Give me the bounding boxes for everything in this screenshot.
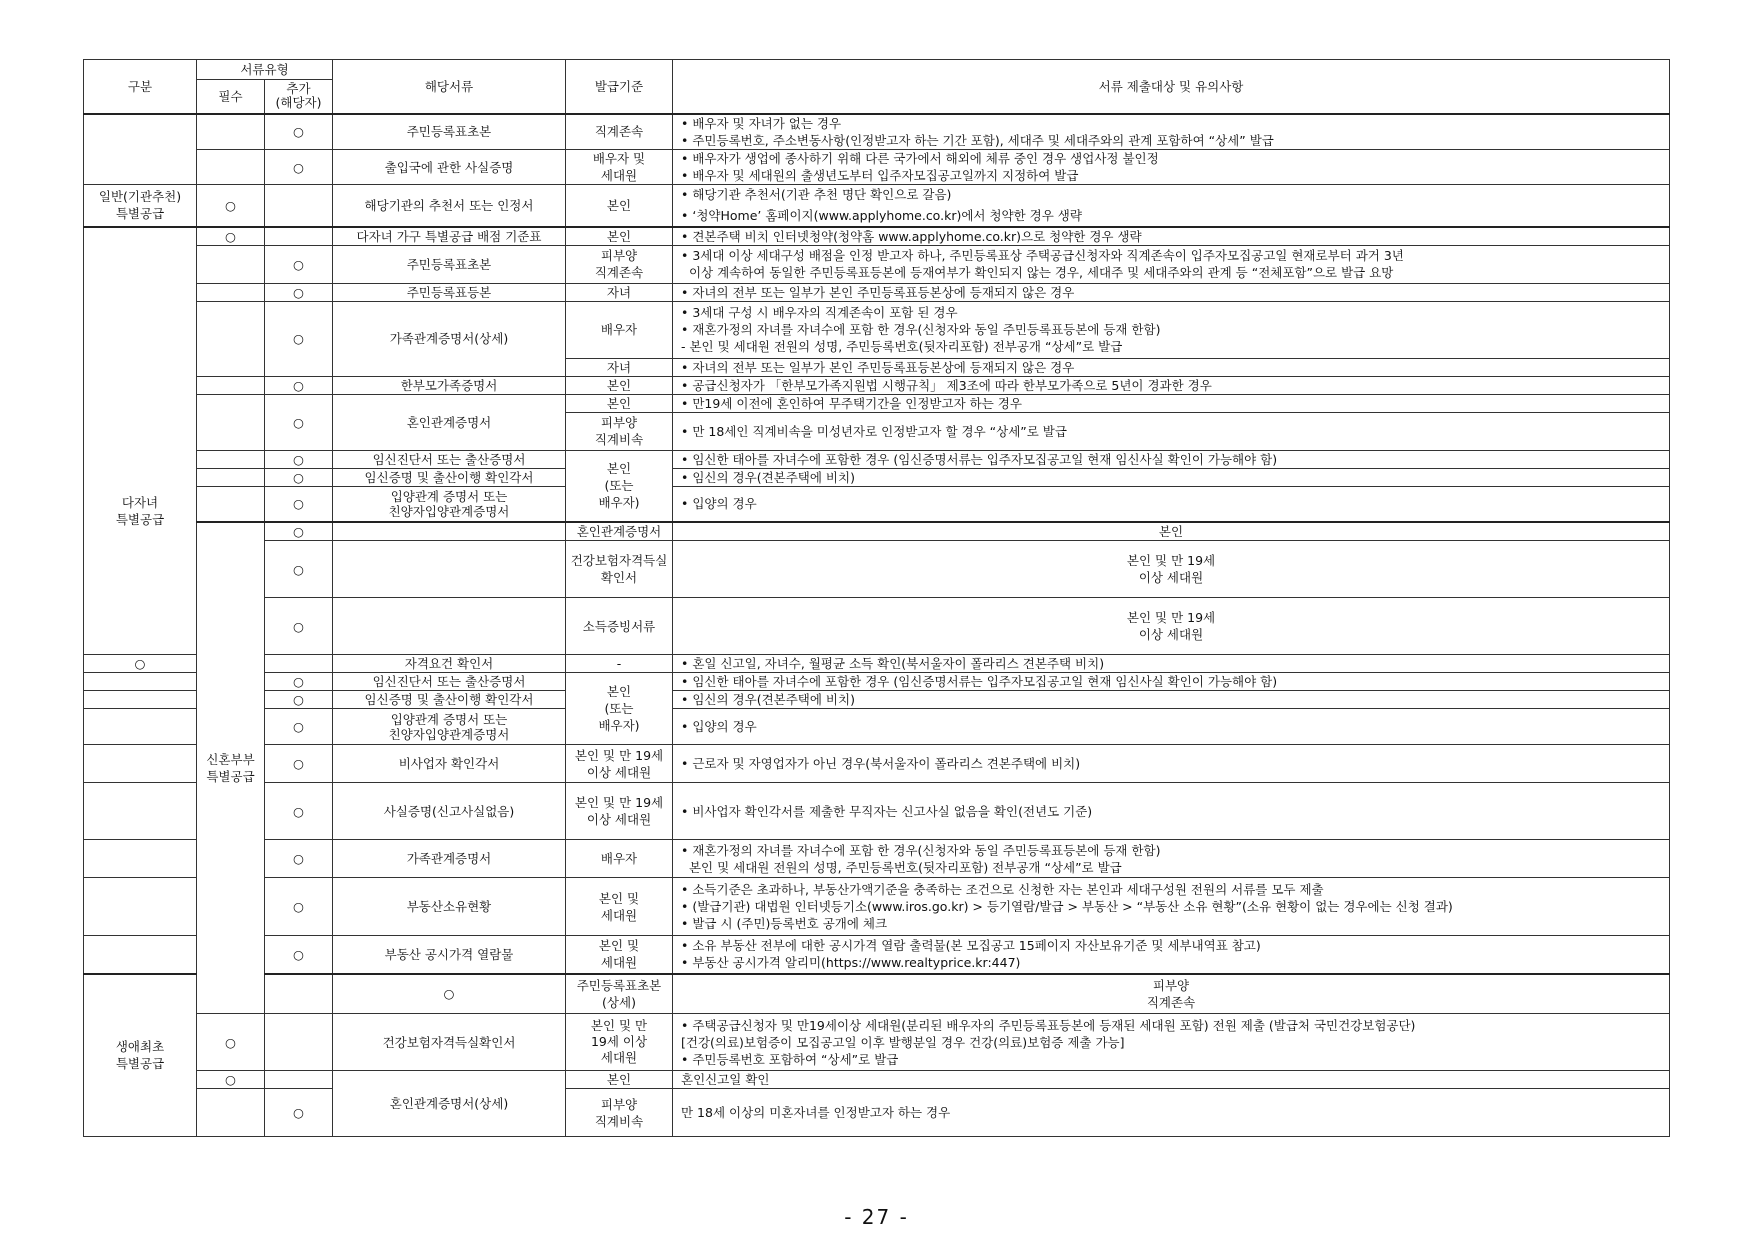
notes-cell: • 3세대 구성 시 배우자의 직계존속이 포함 된 경우 • 재혼가정의 자녀를 자녀수에 포함 한 경우(신청자와 동일 주민등록표등본에 등재 한함) - 본인 및 세대원 전원의 성명, 주민등록번호(뒷자리포함) 전부공개 “상세”로 발급: [673, 301, 1670, 358]
notes-cell: • 임신의 경우(견본주택에 비치): [673, 468, 1670, 486]
table-row: [84, 709, 1670, 745]
table-row: [84, 245, 1670, 283]
table-row: [84, 745, 1670, 783]
additional-mark: ○: [265, 840, 333, 878]
issuer-cell: 피부양 직계존속: [566, 245, 673, 283]
header-issuer: 발급기준: [566, 60, 673, 114]
issuer-cell: 본인 (또는 배우자): [566, 450, 673, 522]
table-row: [84, 486, 1670, 522]
additional-mark: ○: [265, 709, 333, 745]
additional-mark: ○: [265, 283, 333, 301]
additional-cell: [333, 541, 566, 598]
document-cell: 임신증명 및 출산이행 확인각서: [333, 468, 566, 486]
required-cell: [84, 840, 197, 878]
notes-cell: • 혼일 신고일, 자녀수, 월평균 소득 확인(북서울자이 폴라리스 견본주택 비치): [673, 655, 1670, 673]
document-cell: 건강보험자격득실확인서: [566, 541, 673, 598]
table-row: [84, 936, 1670, 974]
documents-table: [83, 59, 1670, 1137]
additional-mark: ○: [265, 301, 333, 376]
document-cell: 임신진단서 또는 출산증명서: [333, 450, 566, 468]
notes-cell: • 자녀의 전부 또는 일부가 본인 주민등록표등본상에 등재되지 않은 경우: [673, 283, 1670, 301]
required-cell: [84, 691, 197, 709]
issuer-cell: 피부양 직계비속: [566, 412, 673, 450]
category-newlywed: 신혼부부 특별공급: [197, 522, 265, 1014]
document-cell: 한부모가족증명서: [333, 376, 566, 394]
document-cell: 입양관계 증명서 또는 친양자입양관계증명서: [333, 486, 566, 522]
required-cell: [84, 878, 197, 936]
table-row: [84, 522, 1670, 541]
document-cell: 자격요건 확인서: [333, 655, 566, 673]
required-cell: [197, 486, 265, 522]
notes-cell: • 만 18세인 직계비속을 미성년자로 인정받고자 할 경우 “상세”로 발급: [673, 412, 1670, 450]
additional-cell: [333, 522, 566, 541]
additional-mark: ○: [333, 974, 566, 1014]
required-mark: ○: [84, 655, 197, 673]
required-cell: [84, 936, 197, 974]
additional-mark: ○: [265, 114, 333, 150]
required-cell: [197, 150, 265, 185]
additional-mark: ○: [265, 450, 333, 468]
additional-mark: ○: [265, 783, 333, 840]
document-cell: 사실증명(신고사실없음): [333, 783, 566, 840]
notes-cell: • 재혼가정의 자녀를 자녀수에 포함 한 경우(신청자와 동일 주민등록표등본에 등재 한함) 본인 및 세대원 전원의 성명, 주민등록번호(뒷자리포함) 전부공개 “상세”로 발급: [673, 840, 1670, 878]
table-row: [84, 227, 1670, 246]
issuer-cell: 본인: [566, 185, 673, 227]
notes-cell: • 견본주택 비치 인터넷청약(청약홈 www.applyhome.co.kr)으로 청약한 경우 생략: [673, 227, 1670, 246]
notes-cell: • 공급신청자가 「한부모가족지원법 시행규칙」 제3조에 따라 한부모가족으로 5년이 경과한 경우: [673, 376, 1670, 394]
table-row: [84, 598, 1670, 655]
required-mark: ○: [197, 1014, 265, 1071]
table-row: [84, 114, 1670, 150]
notes-cell: • 소유 부동산 전부에 대한 공시가격 열람 출력물(본 모집공고 15페이지 자산보유기준 및 세부내역표 참고) • 부동산 공시가격 알리미(https://www.realtyprice.kr:447): [673, 936, 1670, 974]
issuer-cell: 직계존속: [566, 114, 673, 150]
issuer-cell: 본인: [566, 376, 673, 394]
document-cell: 부동산소유현황: [333, 878, 566, 936]
required-mark: ○: [265, 522, 333, 541]
notes-cell: • 배우자 및 자녀가 없는 경우 • 주민등록번호, 주소변동사항(인정받고자 하는 기간 포함), 세대주 및 세대주와의 관계 포함하여 “상세” 발급: [673, 114, 1670, 150]
notes-cell: • 임신의 경우(견본주택에 비치): [673, 691, 1670, 709]
issuer-cell: -: [566, 655, 673, 673]
notes-cell: • 3세대 이상 세대구성 배점을 인정 받고자 하나, 주민등록표상 주택공급신청자와 직계존속이 입주자모집공고일 현재로부터 과거 3년 이상 계속하여 동일한 주민등록표등본에 등재여부가 확인되지 않는 경우, 세대주 및 세대주와의 관계 등 “전체포함”으로 발급 요망: [673, 245, 1670, 283]
notes-cell: • 임신한 태아를 자녀수에 포함한 경우 (임신증명서류는 입주자모집공고일 현재 임신사실 확인이 가능해야 함): [673, 450, 1670, 468]
additional-cell: [265, 1014, 333, 1071]
category-firsttime: 생애최초 특별공급: [84, 974, 197, 1137]
document-cell: 소득증빙서류: [566, 598, 673, 655]
issuer-cell: 본인: [566, 394, 673, 412]
table-row: [84, 185, 1670, 227]
additional-mark: ○: [265, 745, 333, 783]
notes-cell: • 배우자가 생업에 종사하기 위해 다른 국가에서 해외에 체류 중인 경우 생업사정 불인정 • 배우자 및 세대원의 출생년도부터 입주자모집공고일까지 지정하여 발급: [673, 150, 1670, 185]
table-row: [84, 450, 1670, 468]
required-mark: ○: [265, 598, 333, 655]
issuer-cell: 본인 및 세대원: [566, 936, 673, 974]
issuer-cell: 본인: [673, 522, 1670, 541]
additional-mark: ○: [265, 691, 333, 709]
document-cell: 혼인관계증명서(상세): [333, 1071, 566, 1137]
notes-cell: • 임신한 태아를 자녀수에 포함한 경우 (임신증명서류는 입주자모집공고일 현재 임신사실 확인이 가능해야 함): [673, 673, 1670, 691]
required-cell: [197, 245, 265, 283]
table-row: [84, 376, 1670, 394]
header-required: 필수: [197, 80, 265, 114]
required-cell: [265, 974, 333, 1014]
document-cell: 혼인관계증명서: [333, 394, 566, 450]
issuer-cell: 본인: [566, 1071, 673, 1089]
notes-cell: • 근로자 및 자영업자가 아닌 경우(북서울자이 폴라리스 견본주택에 비치): [673, 745, 1670, 783]
table-row: [84, 691, 1670, 709]
notes-cell: • 자녀의 전부 또는 일부가 본인 주민등록표등본상에 등재되지 않은 경우: [673, 358, 1670, 376]
category-multichild: 다자녀 특별공급: [84, 227, 197, 655]
required-mark: ○: [197, 1071, 265, 1089]
additional-mark: ○: [265, 245, 333, 283]
issuer-cell: 피부양 직계비속: [566, 1089, 673, 1137]
required-cell: [197, 283, 265, 301]
additional-cell: [265, 227, 333, 246]
category-cell: [84, 114, 197, 185]
issuer-cell: 배우자: [566, 301, 673, 358]
document-cell: 입양관계 증명서 또는 친양자입양관계증명서: [333, 709, 566, 745]
table-row: [84, 150, 1670, 185]
required-cell: [84, 745, 197, 783]
document-cell: 출입국에 관한 사실증명: [333, 150, 566, 185]
header-category: 구분: [84, 60, 197, 114]
issuer-cell: 본인 및 만 19세 이상 세대원: [673, 598, 1670, 655]
table-row: [84, 974, 1670, 1014]
notes-cell: • 소득기준은 초과하나, 부동산가액기준을 충족하는 조건으로 신청한 자는 본인과 세대구성원 전원의 서류를 모두 제출 • (발급기관) 대법원 인터넷등기소(www.iros.go.kr) > 등기열람/발급 > 부동산 > “부동산 소유 현황”(소유 현황이 없는 경우에는 신청 결과) • 발급 시 (주민)등록번호 공개에 체크: [673, 878, 1670, 936]
additional-mark: ○: [265, 150, 333, 185]
document-cell: 혼인관계증명서: [566, 522, 673, 541]
document-cell: 다자녀 가구 특별공급 배점 기준표: [333, 227, 566, 246]
notes-cell: • 입양의 경우: [673, 486, 1670, 522]
additional-cell: [265, 1071, 333, 1089]
notes-cell: • 비사업자 확인각서를 제출한 무직자는 신고사실 없음을 확인(전년도 기준): [673, 783, 1670, 840]
required-cell: [197, 376, 265, 394]
required-mark: ○: [197, 185, 265, 227]
issuer-cell: 본인 및 만 19세 이상 세대원: [566, 783, 673, 840]
required-mark: ○: [265, 541, 333, 598]
required-cell: [84, 783, 197, 840]
table-row: [84, 283, 1670, 301]
issuer-cell: 자녀: [566, 283, 673, 301]
issuer-cell: 본인 및 만 19세 이상 세대원: [673, 541, 1670, 598]
notes-cell: 만 18세 이상의 미혼자녀를 인정받고자 하는 경우: [673, 1089, 1670, 1137]
document-cell: 주민등록표등본: [333, 283, 566, 301]
required-cell: [84, 673, 197, 691]
document-cell: 건강보험자격득실확인서: [333, 1014, 566, 1071]
required-cell: [197, 301, 265, 376]
document-cell: 가족관계증명서(상세): [333, 301, 566, 376]
table-row: [84, 840, 1670, 878]
table-row: [84, 1071, 1670, 1089]
required-cell: [197, 114, 265, 150]
issuer-cell: 자녀: [566, 358, 673, 376]
notes-cell: • 입양의 경우: [673, 709, 1670, 745]
additional-mark: ○: [265, 1089, 333, 1137]
required-mark: ○: [197, 227, 265, 246]
notes-cell: • 해당기관 추천서(기관 추천 명단 확인으로 갈음) • ‘청약Home’ 홈페이지(www.applyhome.co.kr)에서 청약한 경우 생략: [673, 185, 1670, 227]
required-cell: [197, 468, 265, 486]
page-number: - 27 -: [844, 1205, 909, 1229]
issuer-cell: 피부양 직계존속: [673, 974, 1670, 1014]
additional-cell: [333, 598, 566, 655]
additional-mark: ○: [265, 394, 333, 450]
header-additional: 추가 (해당자): [265, 80, 333, 114]
issuer-cell: 본인 및 만 19세 이상 세대원: [566, 1014, 673, 1071]
required-cell: [197, 394, 265, 450]
document-cell: 주민등록표초본(상세): [566, 974, 673, 1014]
additional-cell: [265, 655, 333, 673]
issuer-cell: 본인 (또는 배우자): [566, 673, 673, 745]
document-cell: 부동산 공시가격 열람물: [333, 936, 566, 974]
document-cell: 임신증명 및 출산이행 확인각서: [333, 691, 566, 709]
header-notes: 서류 제출대상 및 유의사항: [673, 60, 1670, 114]
additional-mark: ○: [265, 673, 333, 691]
required-cell: [84, 709, 197, 745]
table-row: [84, 301, 1670, 358]
table-row: [84, 468, 1670, 486]
issuer-cell: 본인: [566, 227, 673, 246]
document-cell: 비사업자 확인각서: [333, 745, 566, 783]
table-row: [84, 1014, 1670, 1071]
required-cell: [197, 450, 265, 468]
issuer-cell: 본인 및 만 19세 이상 세대원: [566, 745, 673, 783]
additional-mark: ○: [265, 936, 333, 974]
document-cell: 주민등록표초본: [333, 245, 566, 283]
table-row: [84, 541, 1670, 598]
issuer-cell: 본인 및 세대원: [566, 878, 673, 936]
table-row: [84, 1089, 1670, 1137]
table-row: [84, 878, 1670, 936]
additional-mark: ○: [265, 376, 333, 394]
additional-mark: ○: [265, 486, 333, 522]
document-cell: 주민등록표초본: [333, 114, 566, 150]
category-general: 일반(기관추천) 특별공급: [84, 185, 197, 227]
additional-cell: [265, 185, 333, 227]
header-document: 해당서류: [333, 60, 566, 114]
issuer-cell: 배우자: [566, 840, 673, 878]
document-cell: 임신진단서 또는 출산증명서: [333, 673, 566, 691]
additional-mark: ○: [265, 468, 333, 486]
notes-cell: • 주택공급신청자 및 만19세이상 세대원(분리된 배우자의 주민등록표등본에 등재된 세대원 포함) 전원 제출 (발급처 국민건강보험공단) [건강(의료)보험증이 모집공고일 이후 발행분일 경우 건강(의료)보험증 제출 가능] • 주민등록번호 포함하여 “상세”로 발급: [673, 1014, 1670, 1071]
table-row: [84, 655, 1670, 673]
required-cell: [197, 1089, 265, 1137]
additional-mark: ○: [265, 878, 333, 936]
notes-cell: 혼인신고일 확인: [673, 1071, 1670, 1089]
header-doc-type: 서류유형: [197, 60, 333, 80]
document-cell: 가족관계증명서: [333, 840, 566, 878]
table-row: [84, 783, 1670, 840]
table-row: [84, 394, 1670, 412]
notes-cell: • 만19세 이전에 혼인하여 무주택기간을 인정받고자 하는 경우: [673, 394, 1670, 412]
issuer-cell: 배우자 및 세대원: [566, 150, 673, 185]
table-row: [84, 673, 1670, 691]
document-cell: 해당기관의 추천서 또는 인정서: [333, 185, 566, 227]
